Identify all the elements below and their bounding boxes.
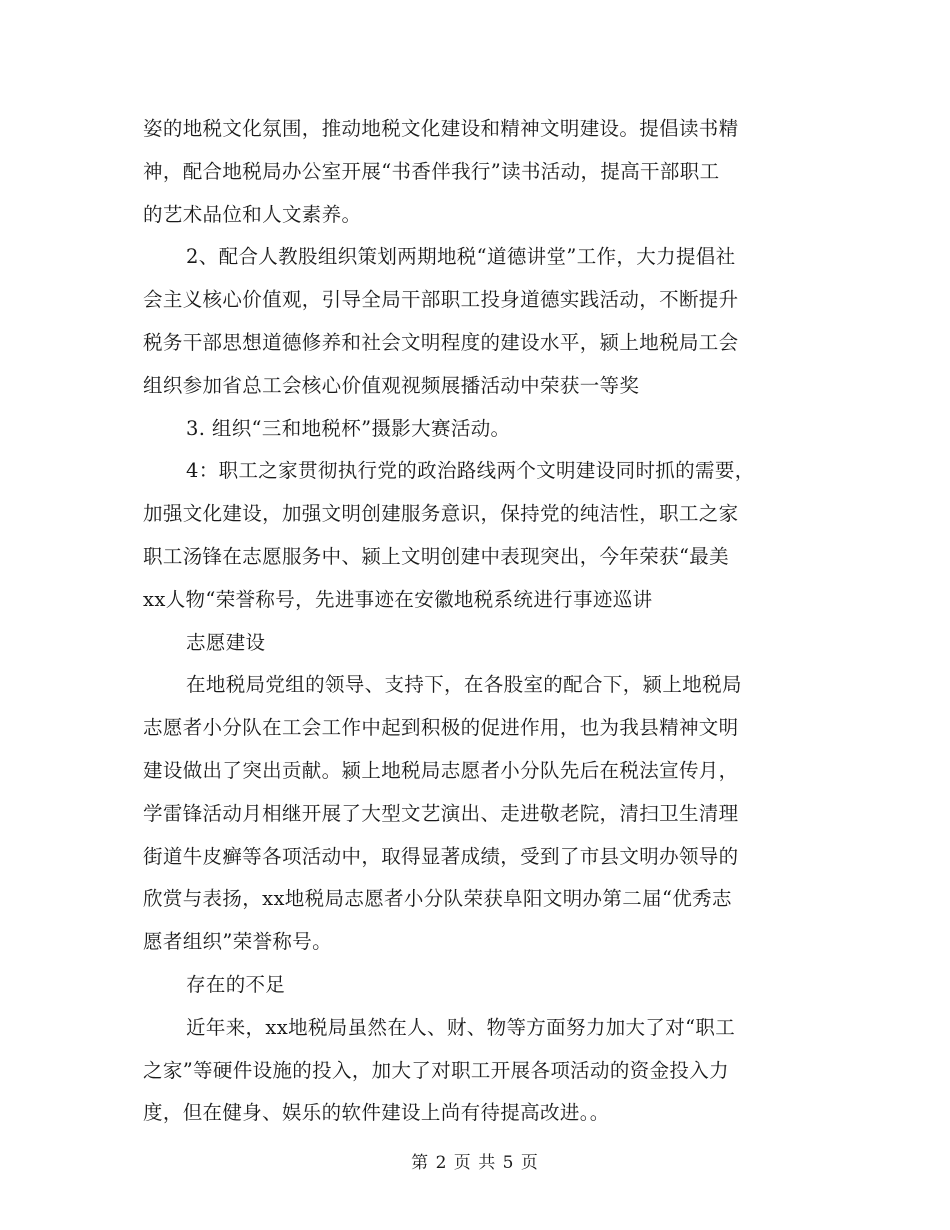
text-line: 度，但在健身、娱乐的软件建设上尚有待提高改进。。: [143, 1101, 610, 1125]
text-line: 神，配合地税局办公室开展“书香伴我行”读书活动，提高干部职工: [143, 159, 720, 183]
text-line: 志愿者小分队在工会工作中起到积极的促进作用，也为我县精神文明: [143, 716, 739, 740]
text-line: 4：职工之家贯彻执行党的政治路线两个文明建设同时抓的需要，: [186, 459, 755, 483]
text-line: 2、配合人教股组织策划两期地税“道德讲堂”工作，大力提倡社: [186, 245, 736, 269]
text-line: 欣赏与表扬，xx地税局志愿者小分队荣获阜阳文明办第二届“优秀志: [143, 887, 732, 911]
text-line: 近年来，xx地税局虽然在人、财、物等方面努力加大了对“职工: [186, 1015, 736, 1039]
text-line: 存在的不足: [186, 972, 286, 996]
document-body: [143, 108, 813, 1135]
text-line: 之家”等硬件设施的投入，加大了对职工开展各项活动的资金投入力: [143, 1058, 729, 1082]
text-line: 愿者组织”荣誉称号。: [143, 930, 332, 954]
text-line: 在地税局党组的领导、支持下，在各股室的配合下，颍上地税局: [186, 673, 742, 697]
text-line: 会主义核心价值观，引导全局干部职工投身道德实践活动，不断提升: [143, 288, 739, 312]
text-line: 3. 组织“三和地税杯”摄影大赛活动。: [186, 416, 511, 440]
text-line: 的艺术品位和人文素养。: [143, 202, 362, 226]
text-line: xx人物“荣誉称号，先进事迹在安徽地税系统进行事迹巡讲: [143, 587, 653, 611]
text-line: 组织参加省总工会核心价值观视频展播活动中荣获一等奖: [143, 373, 640, 397]
page-number-footer: 第 2 页 共 5 页: [411, 1153, 539, 1173]
text-line: 建设做出了突出贡献。颍上地税局志愿者小分队先后在税法宣传月，: [143, 758, 739, 782]
text-line: 志愿建设: [186, 630, 266, 654]
text-line: 加强文化建设，加强文明创建服务意识，保持党的纯洁性，职工之家: [143, 502, 739, 526]
text-line: 税务干部思想道德修养和社会文明程度的建设水平，颍上地税局工会: [143, 330, 739, 354]
text-line: 学雷锋活动月相继开展了大型文艺演出、走进敬老院，清扫卫生清理: [143, 801, 739, 825]
text-line: 姿的地税文化氛围，推动地税文化建设和精神文明建设。提倡读书精: [143, 117, 739, 140]
text-line: 职工汤锋在志愿服务中、颍上文明创建中表现突出，今年荣获“最美: [143, 544, 729, 568]
text-line: 街道牛皮癣等各项活动中，取得显著成绩，受到了市县文明办领导的: [143, 844, 739, 868]
